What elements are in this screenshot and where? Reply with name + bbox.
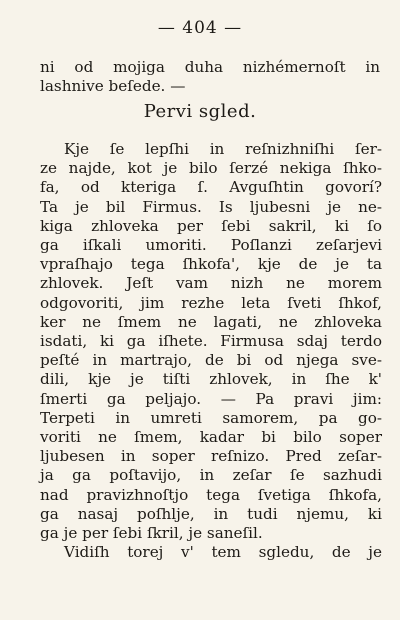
text-line: kiga zhloveka per ſebi sakril, ki ſo <box>40 216 382 235</box>
text-line: ker ne ſmem ne lagati, ne zhloveka <box>40 312 382 331</box>
text-line: Kje ſe lepſhi in reſnizhniſhi ſer- <box>64 140 382 158</box>
page-number-header: — 404 — <box>157 18 243 38</box>
text-line: voriti ne ſmem, kadar bi bilo soper <box>40 428 382 447</box>
text-line: dili, kje je tiſti zhlovek, in ſhe k' <box>40 370 382 389</box>
text-line: ga nasaj poſhlje, in tudi njemu, ki <box>40 504 382 523</box>
text-line: Vidiſh torej v' tem sgledu, de je <box>64 543 382 562</box>
text-line: zhlovek. Jeſt vam nizh ne morem <box>40 274 382 293</box>
text-line: ſmerti ga peljajo. — Pa pravi jim: <box>40 389 382 408</box>
text-line: ga je per ſebi ſkril, je saneſil. <box>40 524 263 543</box>
text-line: lashnive beſede. — <box>40 77 186 96</box>
section-title: Pervi sgled. <box>143 101 257 122</box>
text-line: nad pravizhnoſtjo tega ſvetiga ſhkofa, <box>40 485 382 504</box>
text-line: isdati, ki ga iſhete. Firmusa sdaj terdo <box>40 332 382 351</box>
text-line: ni od mojiga duha nizhémernoſt in <box>40 58 380 76</box>
text-line: odgovoriti, jim rezhe leta ſveti ſhkof, <box>40 293 382 312</box>
carryover-text <box>40 58 380 96</box>
paragraph <box>40 140 382 562</box>
text-line: vpraſhajo tega ſhkofa', kje de je ta <box>40 255 382 274</box>
text-line: ze najde, kot je bilo ſerzé nekiga ſhko- <box>40 159 382 178</box>
text-line: Ta je bil Firmus. Is ljubesni je ne- <box>40 197 382 216</box>
text-line: ga iſkali umoriti. Poſlanzi zeſarjevi <box>40 236 382 255</box>
text-line: peſté in martrajo, de bi od njega sve- <box>40 351 382 370</box>
text-line: fa, od kteriga ſ. Avguſhtin govorí? <box>40 178 382 197</box>
text-line: ja ga poſtavijo, in zeſar ſe sazhudi <box>40 466 382 485</box>
text-line: ljubesen in soper reſnizo. Pred zeſar- <box>40 447 382 466</box>
text-line: Terpeti in umreti samorem, pa go- <box>40 408 382 427</box>
